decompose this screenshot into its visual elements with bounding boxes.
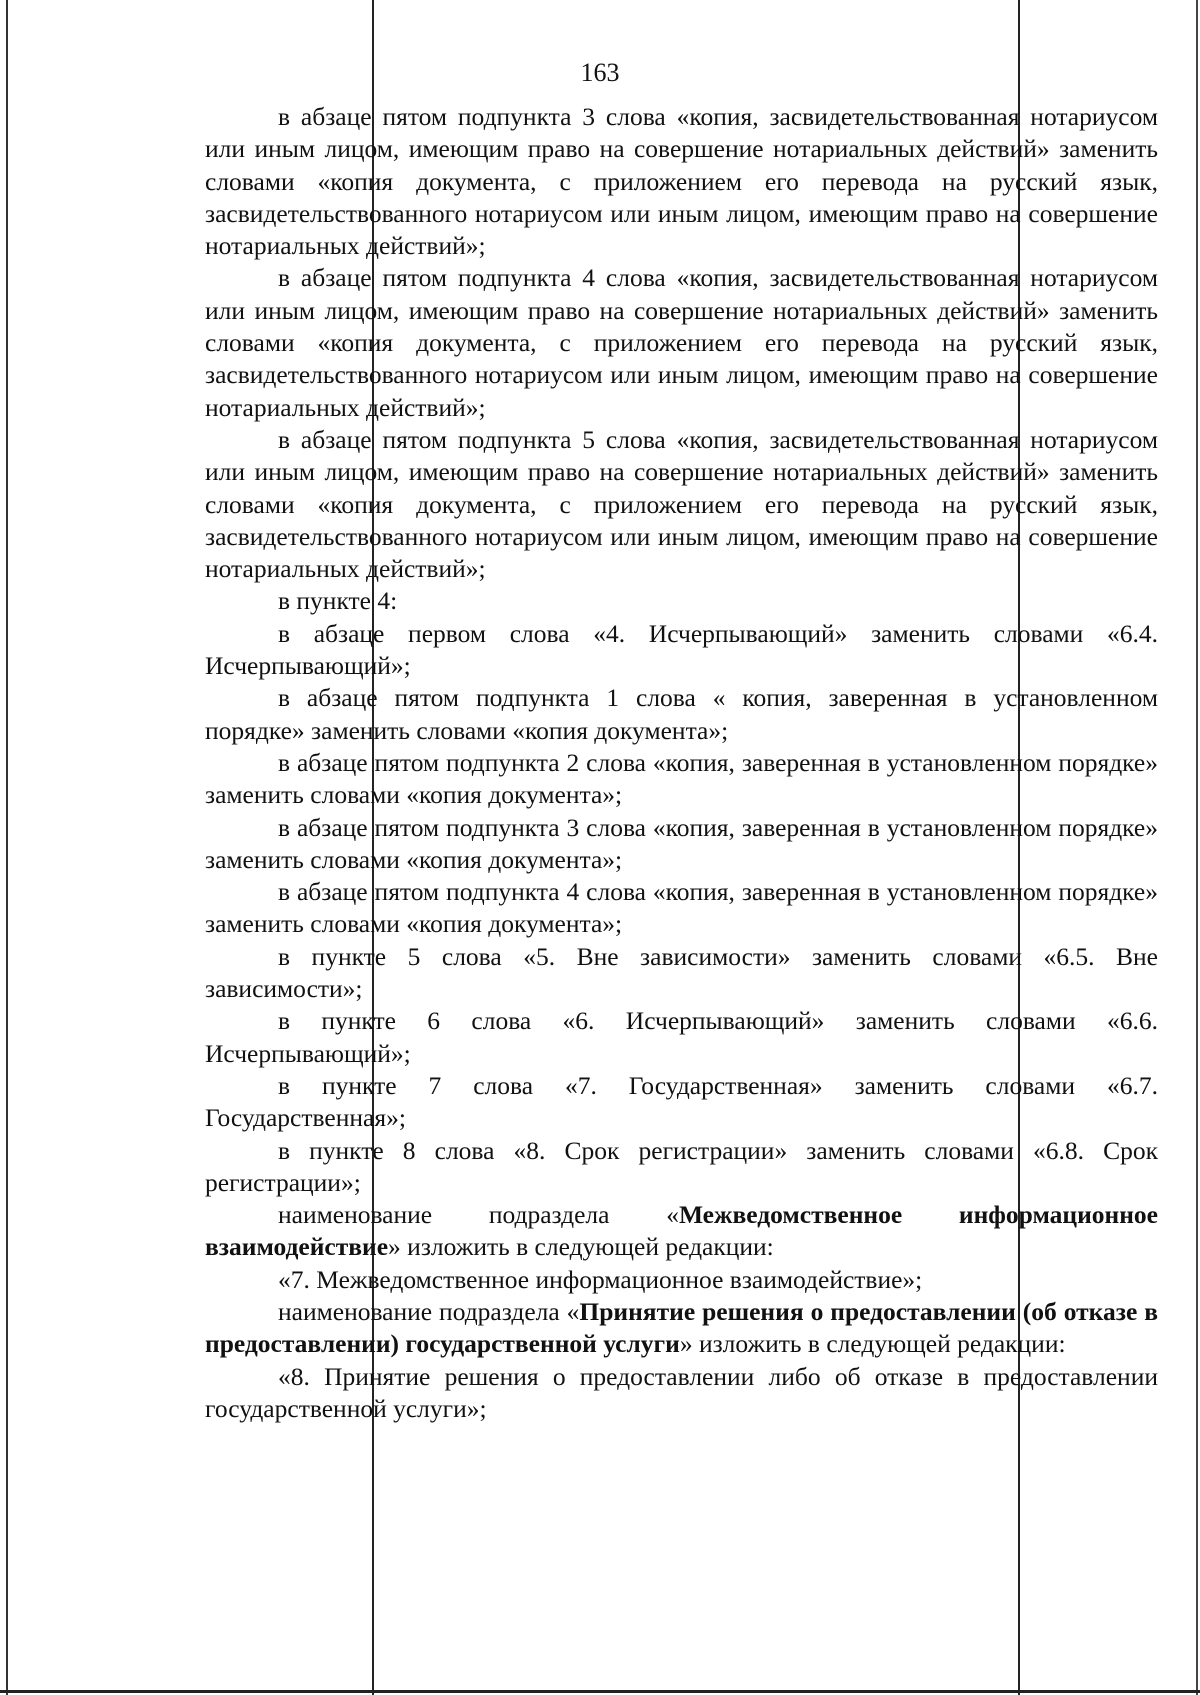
paragraph: в абзаце пятом подпункта 1 слова « копия, заверенная в установленном порядке» заменить словами «копия документа»; <box>205 683 1158 745</box>
paragraph: «8. Принятие решения о предоставлении либо об отказе в предоставлении государственной услуги»; <box>205 1361 1158 1423</box>
paragraph-text: » изложить в следующей редакции: <box>388 1232 774 1262</box>
document-body <box>205 101 1158 1425</box>
paragraph: «7. Межведомственное информационное взаимодействие»; <box>278 1264 923 1294</box>
page-number: 163 <box>580 58 620 87</box>
paragraph: в пункте 7 слова «7. Государственная» заменить словами «6.7. Государственная»; <box>205 1070 1158 1133</box>
paragraph-text: » изложить в следующей редакции: <box>679 1329 1066 1359</box>
scan-edge-right <box>1196 0 1198 1695</box>
paragraph: в абзаце первом слова «4. Исчерпывающий» заменить словами «6.4. Исчерпывающий»; <box>205 618 1158 681</box>
paragraph: в абзаце пятом подпункта 5 слова «копия, засвидетельствованная нотариусом или иным лицом, имеющим право на совершение нотариальных действий» заменить словами «копия документа, с приложением его перевода на русский язык, засвидетельствованного нотариусом или иным лицом, имеющим право на совершение нотариальных действий»; <box>205 424 1158 584</box>
paragraph: в пункте 4: <box>278 586 398 616</box>
paragraph: в абзаце пятом подпункта 3 слова «копия, заверенная в установленном порядке» заменить словами «копия документа»; <box>205 812 1158 874</box>
paragraph: в абзаце пятом подпункта 4 слова «копия, засвидетельствованная нотариусом или иным лицом, имеющим право на совершение нотариальных действий» заменить словами «копия документа, с приложением его перевода на русский язык, засвидетельствованного нотариусом или иным лицом, имеющим право на совершение нотариальных действий»; <box>205 263 1158 422</box>
paragraph: в абзаце пятом подпункта 2 слова «копия, заверенная в установленном порядке» заменить словами «копия документа»; <box>205 747 1158 810</box>
paragraph: в абзаце пятом подпункта 4 слова «копия, заверенная в установленном порядке» заменить словами «копия документа»; <box>205 877 1158 939</box>
paragraph-text: наименование подраздела « <box>278 1296 580 1326</box>
paragraph <box>205 1296 1158 1361</box>
subsection-title-bold: Принятие решения о предоставлении (об отказе в предоставлении) государственной услуги <box>205 1296 1158 1359</box>
scan-edge-bottom <box>0 1690 1200 1693</box>
scan-edge-left <box>6 0 8 1695</box>
paragraph <box>205 1199 1158 1264</box>
paragraph: в пункте 6 слова «6. Исчерпывающий» заменить словами «6.6. Исчерпывающий»; <box>205 1006 1158 1068</box>
paragraph-text: наименование подраздела « <box>278 1200 679 1230</box>
subsection-title-bold: Межведомственное информационное взаимодействие <box>205 1200 1158 1262</box>
paragraph: в абзаце пятом подпункта 3 слова «копия, засвидетельствованная нотариусом или иным лицом, имеющим право на совершение нотариальных действий» заменить словами «копия документа, с приложением его перевода на русский язык, засвидетельствованного нотариусом или иным лицом, имеющим право на совершение нотариальных действий»; <box>205 102 1158 261</box>
paragraph: в пункте 8 слова «8. Срок регистрации» заменить словами «6.8. Срок регистрации»; <box>205 1135 1158 1197</box>
paragraph: в пункте 5 слова «5. Вне зависимости» заменить словами «6.5. Вне зависимости»; <box>205 941 1158 1004</box>
